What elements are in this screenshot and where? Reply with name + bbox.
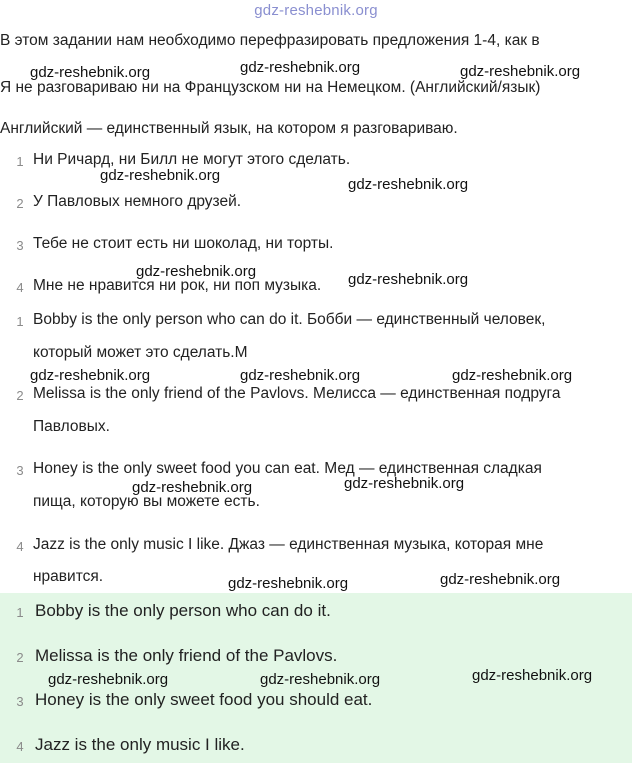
explanation-number: 4 bbox=[16, 539, 24, 554]
task-number: 2 bbox=[16, 196, 24, 211]
task-text: Ни Ричард, ни Билл не могут этого сделать. bbox=[33, 151, 351, 168]
watermark: gdz-reshebnik.org bbox=[440, 571, 561, 588]
task-number: 1 bbox=[16, 154, 24, 169]
explanation-line: Павловых. bbox=[33, 418, 110, 435]
answer-text: Jazz is the only music I like. bbox=[35, 735, 245, 754]
answer-number: 3 bbox=[16, 694, 24, 709]
watermark: gdz-reshebnik.org bbox=[240, 367, 361, 384]
explanation-number: 3 bbox=[16, 463, 24, 478]
watermark: gdz-reshebnik.org bbox=[30, 367, 151, 384]
explanation-line: который может это сделать.М bbox=[33, 344, 248, 361]
task-text: Тебе не стоит есть ни шоколад, ни торты. bbox=[33, 235, 334, 252]
explanation-number: 2 bbox=[16, 388, 24, 403]
watermark: gdz-reshebnik.org bbox=[452, 367, 573, 384]
answer-number: 2 bbox=[16, 650, 24, 665]
watermark: gdz-reshebnik.org bbox=[48, 671, 169, 688]
intro-line-1: В этом задании нам необходимо перефразировать предложения 1-4, как в bbox=[0, 32, 540, 49]
answer-text: Bobby is the only person who can do it. bbox=[35, 601, 331, 620]
watermark: gdz-reshebnik.org bbox=[460, 63, 581, 80]
answer-text: Melissa is the only friend of the Pavlovs. bbox=[35, 646, 338, 665]
watermark: gdz-reshebnik.org bbox=[348, 271, 469, 288]
explanation-line: Honey is the only sweet food you can eat. Мед — единственная сладкая bbox=[33, 460, 542, 477]
explanation-line: Jazz is the only music I like. Джаз — единственная музыка, которая мне bbox=[33, 536, 544, 553]
watermark-top: gdz-reshebnik.org bbox=[254, 2, 378, 19]
watermark: gdz-reshebnik.org bbox=[260, 671, 381, 688]
explanation-line: нравится. bbox=[33, 568, 104, 585]
watermark: gdz-reshebnik.org bbox=[100, 167, 221, 184]
task-number: 4 bbox=[16, 280, 24, 295]
intro-line-2: Я не разговариваю ни на Французском ни на Немецком. (Английский/язык) bbox=[0, 79, 541, 96]
watermark: gdz-reshebnik.org bbox=[240, 59, 361, 76]
task-text: Мне не нравится ни рок, ни поп музыка. bbox=[33, 277, 322, 294]
watermark: gdz-reshebnik.org bbox=[136, 263, 257, 280]
explanation-number: 1 bbox=[16, 314, 24, 329]
explanation-line: Melissa is the only friend of the Pavlovs. Мелисса — единственная подруга bbox=[33, 385, 561, 402]
answer-text: Honey is the only sweet food you should eat. bbox=[35, 690, 373, 709]
explanation-line: Bobby is the only person who can do it. Бобби — единственный человек, bbox=[33, 311, 546, 328]
watermark: gdz-reshebnik.org bbox=[132, 479, 253, 496]
watermark: gdz-reshebnik.org bbox=[344, 475, 465, 492]
watermark: gdz-reshebnik.org bbox=[472, 667, 593, 684]
intro-line-3: Английский — единственный язык, на котором я разговариваю. bbox=[0, 120, 458, 137]
task-number: 3 bbox=[16, 238, 24, 253]
watermark: gdz-reshebnik.org bbox=[228, 575, 349, 592]
answer-number: 1 bbox=[16, 605, 24, 620]
watermark: gdz-reshebnik.org bbox=[348, 176, 469, 193]
watermark: gdz-reshebnik.org bbox=[30, 64, 151, 81]
task-text: У Павловых немного друзей. bbox=[33, 193, 242, 210]
answer-number: 4 bbox=[16, 739, 24, 754]
explanation-line: пища, которую вы можете есть. bbox=[33, 493, 260, 510]
